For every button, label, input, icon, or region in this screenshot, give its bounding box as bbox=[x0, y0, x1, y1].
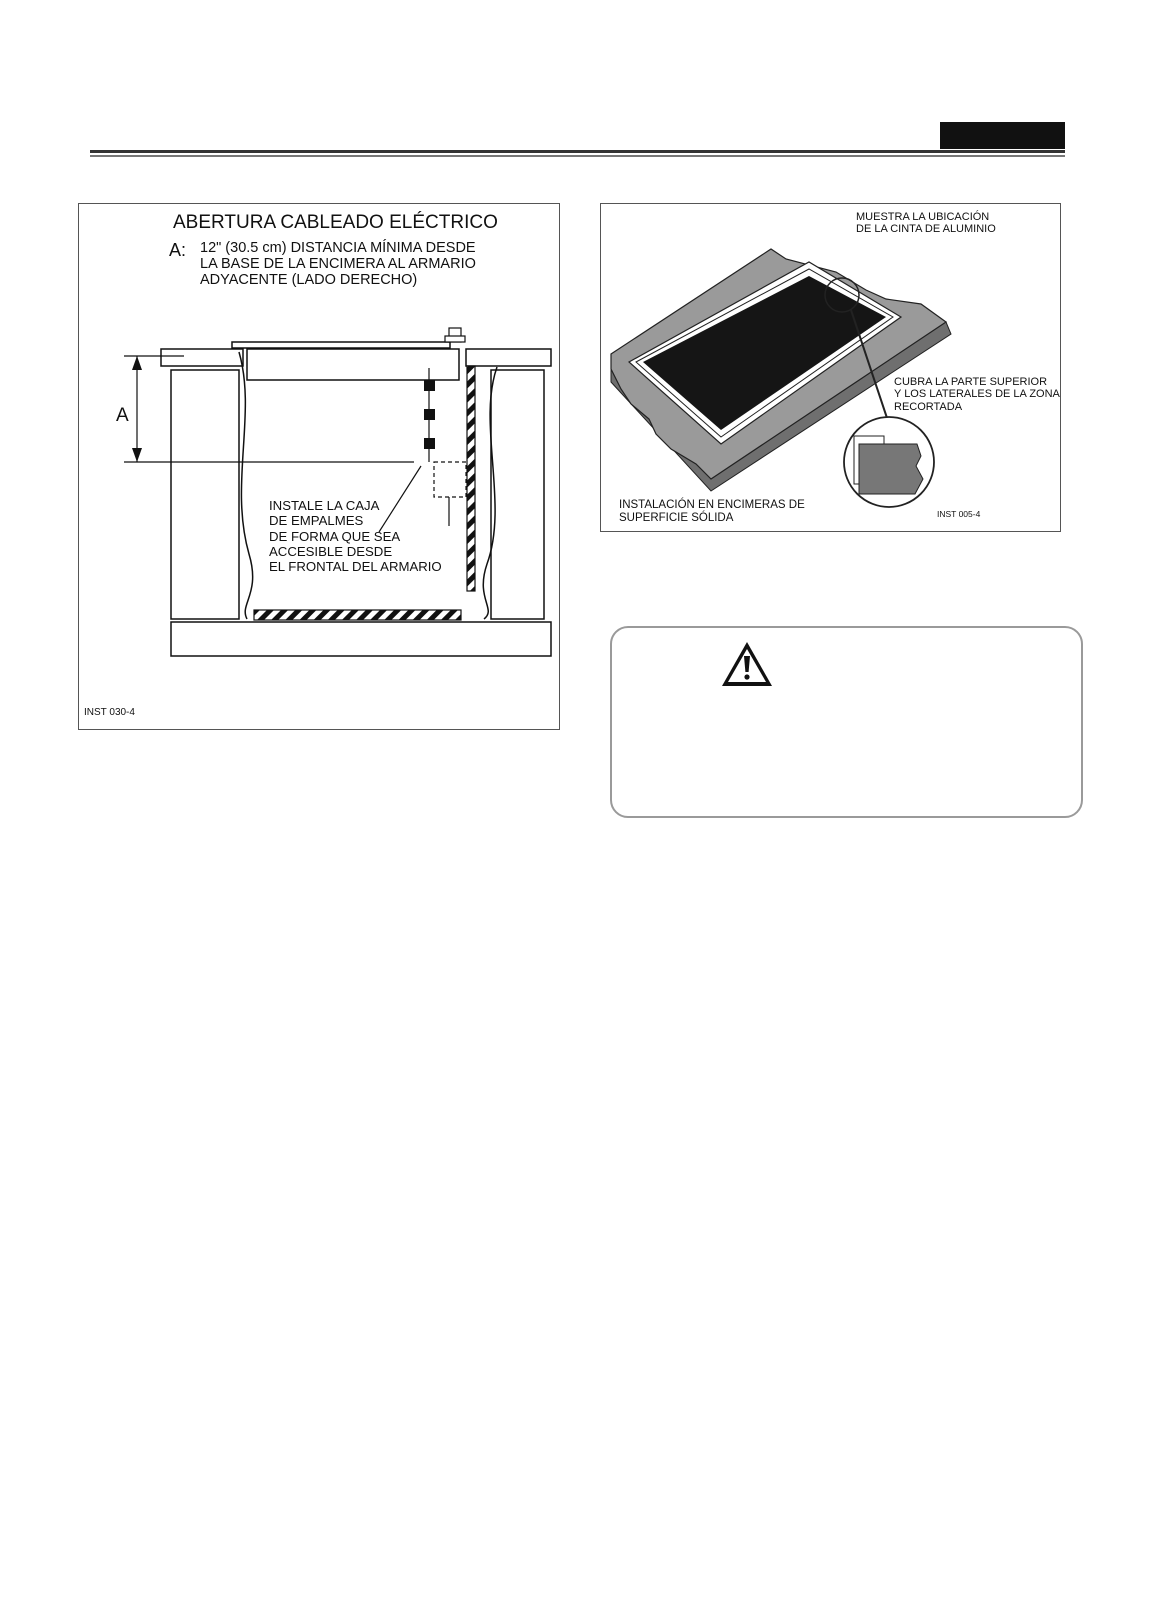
header-rule bbox=[90, 150, 1065, 153]
dimension-a-label: A bbox=[116, 405, 129, 426]
solid-surface-note: INSTALACIÓN EN ENCIMERAS DE SUPERFICIE SÓLIDA bbox=[619, 499, 805, 524]
dimension-a-key: A: bbox=[169, 240, 187, 260]
warning-box bbox=[610, 626, 1083, 818]
header-rule-secondary bbox=[90, 155, 1065, 157]
junction-box-note: INSTALE LA CAJA DE EMPALMES DE FORMA QUE SEA ACCESIBLE DESDE EL FRONTAL DEL ARMARIO bbox=[269, 498, 442, 575]
figure-reference: INST 005-4 bbox=[937, 509, 981, 519]
wiring-opening-figure bbox=[78, 203, 560, 730]
aluminum-tape-note: MUESTRA LA UBICACIÓN DE LA CINTA DE ALUMINIO bbox=[856, 211, 996, 236]
warning-triangle-icon bbox=[720, 640, 774, 688]
cover-cutout-note: CUBRA LA PARTE SUPERIOR Y LOS LATERALES DE LA ZONA RECORTADA bbox=[894, 376, 1060, 413]
figure-reference: INST 030-4 bbox=[84, 707, 135, 718]
countertop-drawing bbox=[601, 204, 1060, 531]
figure-title: ABERTURA CABLEADO ELÉCTRICO bbox=[173, 212, 498, 233]
solid-surface-figure bbox=[600, 203, 1061, 532]
dimension-a-description: 12" (30.5 cm) DISTANCIA MÍNIMA DESDE LA BASE DE LA ENCIMERA AL ARMARIO ADYACENTE (LADO DERECHO) bbox=[200, 240, 476, 289]
header-tab bbox=[940, 122, 1065, 149]
